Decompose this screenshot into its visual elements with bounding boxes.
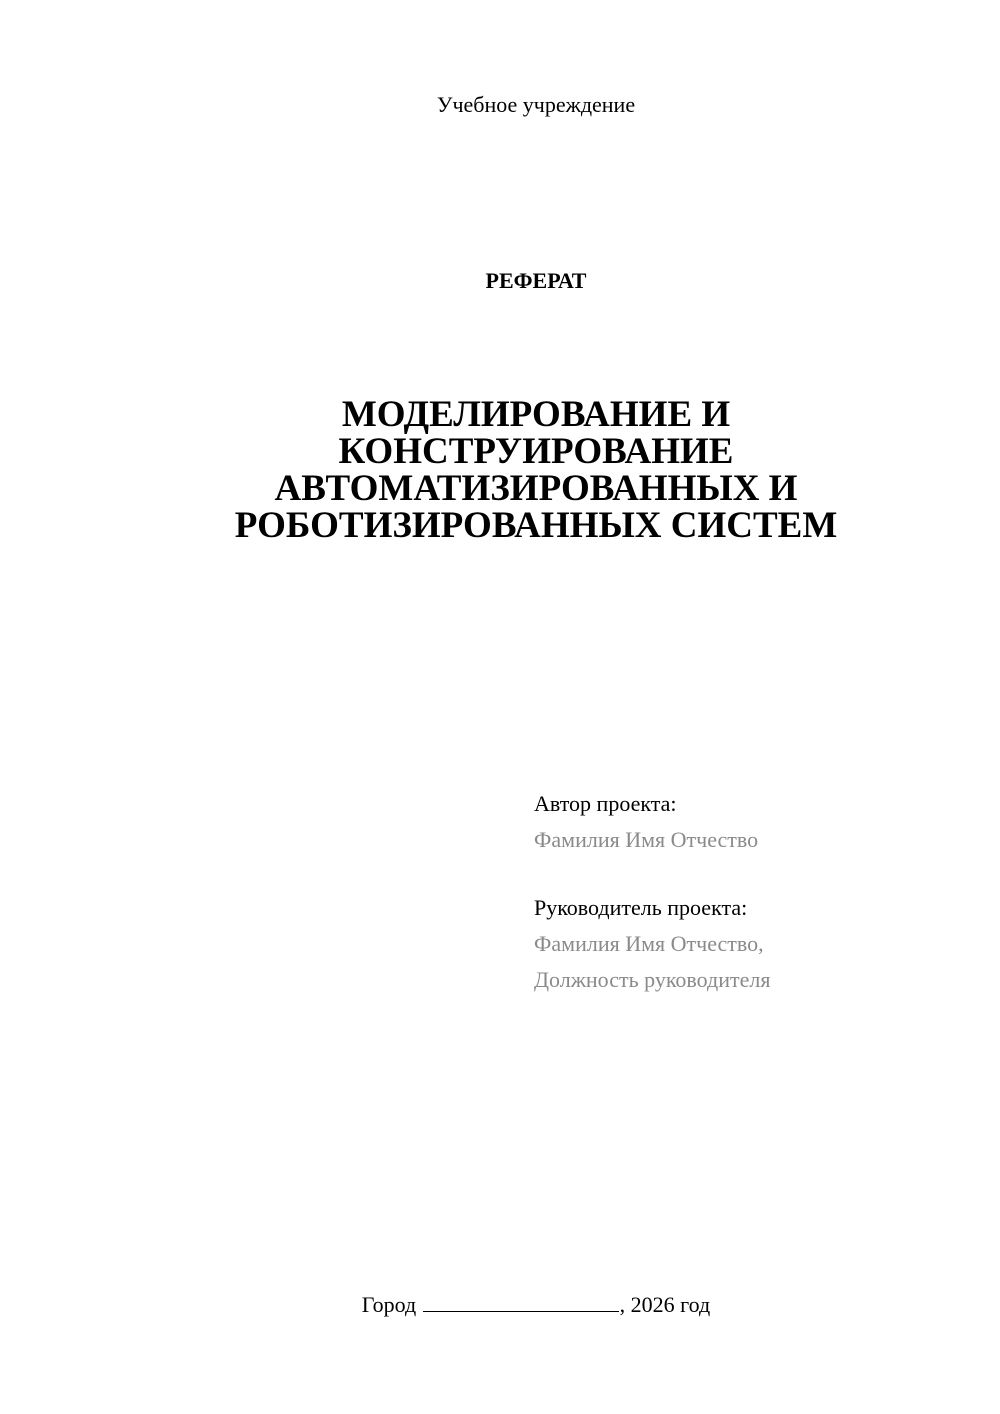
document-title	[200, 396, 872, 544]
author-label: Автор проекта:	[534, 791, 677, 816]
title-line: КОНСТРУИРОВАНИЕ	[338, 431, 734, 472]
supervisor-label: Руководитель проекта:	[534, 895, 748, 920]
title-line: МОДЕЛИРОВАНИЕ И	[341, 394, 731, 435]
city-label: Город	[361, 1292, 417, 1317]
supervisor-position: Должность руководителя	[534, 967, 771, 992]
title-line: АВТОМАТИЗИРОВАННЫХ И	[274, 468, 798, 509]
author-block	[534, 786, 974, 858]
title-line: РОБОТИЗИРОВАННЫХ СИСТЕМ	[234, 505, 838, 546]
institution-name: Учебное учреждение	[436, 92, 636, 117]
supervisor-block	[534, 890, 974, 998]
document-type: РЕФЕРАТ	[485, 268, 587, 293]
supervisor-name: Фамилия Имя Отчество,	[534, 931, 764, 956]
author-name: Фамилия Имя Отчество	[534, 827, 759, 852]
year-text: , 2026 год	[619, 1292, 711, 1317]
city-year-line	[0, 1290, 1000, 1320]
city-blank-line	[423, 1291, 619, 1312]
